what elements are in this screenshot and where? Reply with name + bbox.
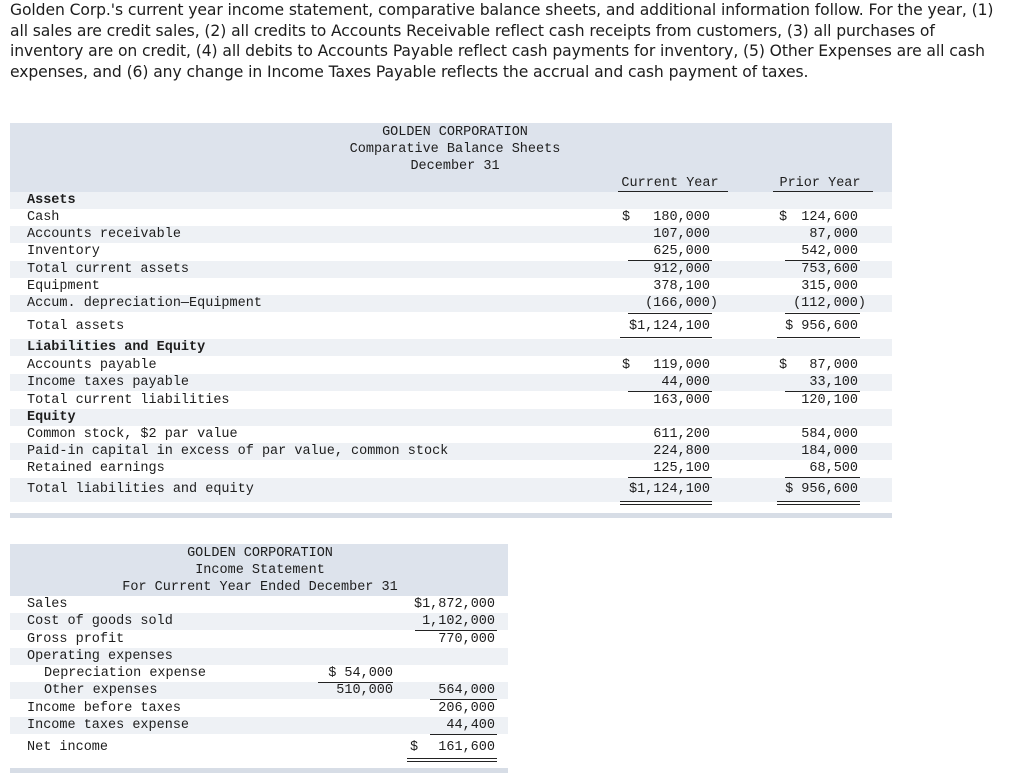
bs-row-retained-earnings (10, 460, 892, 477)
pic-current: 224,800 (653, 444, 710, 459)
rule-accum-pri (785, 313, 860, 314)
rule-income-taxes (430, 734, 497, 735)
income-statement-bottom-bar (10, 768, 508, 773)
common-stock-current: 611,200 (653, 427, 710, 442)
cogs-value: 1,102,000 (422, 614, 495, 629)
tcl-prior: 120,100 (801, 393, 858, 408)
itp-current: 44,000 (661, 375, 710, 390)
rule-ta-cur-1 (620, 337, 712, 338)
problem-intro: Golden Corp.'s current year income statement, comparative balance sheets, and additional information follow. For the year, (1) all sales are credit sales, (2) all credits to Accounts Receivable reflect cash receipts from customers, (3) all purchases of inventory are on credit, (4) all debits to Accounts Payable reflect cash payments for inventory, (5) Other Expenses are all cash expenses, and (6) any change in Income Taxes Payable reflects the accrual and cash payment of taxes. (10, 1, 994, 81)
bs-row-accum-depreciation (10, 295, 892, 312)
rule-tle-pri-2 (777, 504, 860, 505)
is-row-depreciation (10, 665, 508, 682)
net-income-value: 161,600 (438, 740, 495, 755)
tcl-label: Total current liabilities (27, 393, 230, 408)
bs-row-total-liabilities-equity (10, 478, 892, 502)
depreciation-value: $ 54,000 (328, 666, 393, 681)
re-label: Retained earnings (27, 461, 165, 476)
bs-row-income-taxes-payable (10, 374, 892, 391)
cash-pri-dollar: $ (779, 210, 788, 225)
other-expenses-label: Other expenses (44, 683, 158, 698)
balance-sheet-table (10, 123, 892, 518)
net-income-dollar: $ (410, 740, 419, 755)
is-row-cogs (10, 613, 508, 630)
bs-row-common-stock (10, 426, 892, 443)
tca-prior: 753,600 (801, 262, 858, 277)
bs-row-total-current-liabilities (10, 392, 892, 409)
cash-prior: 124,600 (801, 210, 858, 225)
cash-label: Cash (27, 210, 60, 225)
inventory-label: Inventory (27, 244, 100, 259)
re-current: 125,100 (653, 461, 710, 476)
ar-current: 107,000 (653, 227, 710, 242)
ap-prior: 87,000 (809, 358, 858, 373)
bs-row-inventory (10, 243, 892, 260)
ibt-value: 206,000 (438, 701, 495, 716)
ap-current: 119,000 (653, 358, 710, 373)
net-income-label: Net income (27, 740, 109, 755)
ar-prior: 87,000 (809, 227, 858, 242)
bs-row-le-heading (10, 339, 892, 356)
is-row-other-expenses (10, 682, 508, 699)
common-stock-label: Common stock, $2 par value (27, 427, 238, 442)
bs-col-prior-year: Prior Year (779, 176, 861, 191)
bs-row-paid-in-capital (10, 443, 892, 460)
bs-title-statement: Comparative Balance Sheets (349, 142, 561, 157)
ar-label: Accounts receivable (27, 227, 181, 242)
rule-accum-cur (628, 313, 712, 314)
depreciation-label: Depreciation expense (44, 666, 207, 681)
equity-heading: Equity (27, 410, 76, 425)
bs-row-assets-heading (10, 192, 892, 209)
ap-pri-dollar: $ (779, 358, 788, 373)
pic-label: Paid-in capital in excess of par value, common stock (27, 444, 449, 459)
tca-current: 912,000 (653, 262, 710, 277)
income-taxes-label: Income taxes expense (27, 718, 190, 733)
operating-expenses-label: Operating expenses (27, 649, 173, 664)
total-assets-current: $1,124,100 (628, 319, 710, 334)
gross-profit-label: Gross profit (27, 632, 125, 647)
inventory-prior: 542,000 (801, 244, 858, 259)
tle-label: Total liabilities and equity (27, 482, 254, 497)
bs-row-total-assets (10, 316, 892, 338)
pic-prior: 184,000 (801, 444, 858, 459)
income-taxes-value: 44,400 (446, 718, 495, 733)
sales-label: Sales (27, 597, 68, 612)
is-title-statement: Income Statement (195, 563, 325, 578)
is-row-net-income (10, 738, 508, 758)
rule-tle-cur-2 (620, 504, 712, 505)
total-assets-prior: $ 956,600 (785, 319, 858, 334)
is-row-sales (10, 596, 508, 613)
common-stock-prior: 584,000 (801, 427, 858, 442)
is-row-income-before-taxes (10, 700, 508, 717)
ibt-label: Income before taxes (27, 701, 181, 716)
rule-net-income-2 (407, 761, 497, 762)
opex-total-value: 564,000 (438, 683, 495, 698)
cash-cur-dollar: $ (622, 210, 631, 225)
re-prior: 68,500 (809, 461, 858, 476)
bs-col-current-year: Current Year (621, 176, 719, 191)
tca-label: Total current assets (27, 262, 190, 277)
liabilities-equity-heading: Liabilities and Equity (27, 340, 206, 355)
is-row-operating-expenses (10, 648, 508, 665)
balance-sheet-bottom-bar (10, 513, 892, 518)
assets-heading: Assets (27, 193, 76, 208)
equipment-current: 378,100 (653, 279, 710, 294)
itp-prior: 33,100 (809, 375, 858, 390)
rule-net-income-1 (407, 758, 497, 759)
tle-prior: $ 956,600 (785, 482, 858, 497)
bs-row-equity-heading (10, 409, 892, 426)
ap-cur-dollar: $ (622, 358, 631, 373)
accum-dep-prior: (112,000) (793, 296, 866, 311)
other-expenses-value: 510,000 (336, 683, 393, 698)
bs-row-cash (10, 209, 892, 226)
itp-label: Income taxes payable (27, 375, 190, 390)
bs-row-accounts-payable (10, 357, 892, 374)
equipment-label: Equipment (27, 279, 100, 294)
accum-dep-current: (166,000) (645, 296, 718, 311)
sales-value: $1,872,000 (413, 597, 495, 612)
rule-tle-pri-1 (777, 501, 860, 502)
rule-tle-cur-1 (620, 501, 712, 502)
inventory-current: 625,000 (653, 244, 710, 259)
tcl-current: 163,000 (653, 393, 710, 408)
total-assets-label: Total assets (27, 319, 125, 334)
bs-title-date: December 31 (410, 159, 500, 174)
cash-current: 180,000 (653, 210, 710, 225)
rule-other-expenses (318, 682, 393, 683)
gross-profit-value: 770,000 (438, 632, 495, 647)
equipment-prior: 315,000 (801, 279, 858, 294)
tle-current: $1,124,100 (628, 482, 710, 497)
is-row-income-taxes (10, 717, 508, 734)
is-row-gross-profit (10, 631, 508, 648)
ap-label: Accounts payable (27, 358, 157, 373)
cogs-label: Cost of goods sold (27, 614, 173, 629)
income-statement-table (10, 544, 508, 775)
bs-title-company: GOLDEN CORPORATION (382, 125, 528, 140)
is-title-period: For Current Year Ended December 31 (122, 580, 398, 595)
accum-dep-label: Accum. depreciation—Equipment (27, 296, 262, 311)
is-title-company: GOLDEN CORPORATION (187, 546, 333, 561)
rule-ta-pri-1 (777, 337, 860, 338)
bs-row-equipment (10, 278, 892, 295)
bs-row-total-current-assets (10, 261, 892, 278)
bs-row-accounts-receivable (10, 226, 892, 243)
